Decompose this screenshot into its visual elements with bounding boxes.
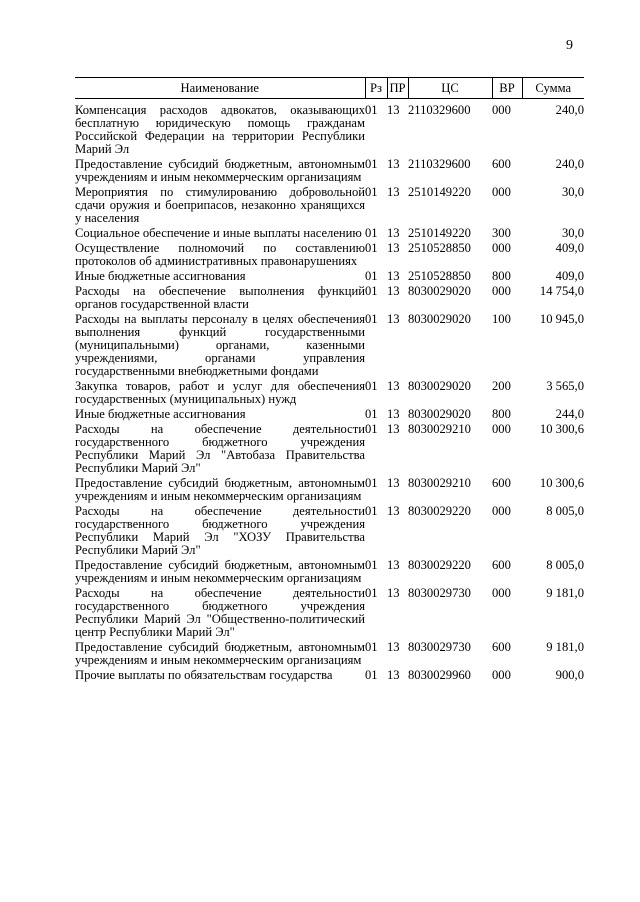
row-cs: 2510528850 <box>408 269 471 283</box>
row-sum: 9 181,0 <box>546 640 584 654</box>
row-vr: 100 <box>492 312 511 326</box>
row-name: Предоставление субсидий бюджетным, автономным учреждениям и иным некоммерческим организациям <box>75 558 365 585</box>
row-name: Социальное обеспечение и иные выплаты населению <box>75 226 362 240</box>
header-vr: ВР <box>492 78 522 99</box>
header-sum: Сумма <box>522 78 584 99</box>
row-cs: 2510528850 <box>408 241 471 255</box>
header-name: Наименование <box>75 78 365 99</box>
row-sum: 240,0 <box>555 103 584 117</box>
row-sum: 14 754,0 <box>539 284 584 298</box>
row-vr: 600 <box>492 157 511 171</box>
row-vr: 600 <box>492 558 511 572</box>
header-pr: ПР <box>387 78 408 99</box>
row-sum: 409,0 <box>555 241 584 255</box>
row-sum: 8 005,0 <box>546 504 584 518</box>
row-name: Предоставление субсидий бюджетным, автономным учреждениям и иным некоммерческим организациям <box>75 640 365 667</box>
row-vr: 600 <box>492 640 511 654</box>
row-name: Прочие выплаты по обязательствам государства <box>75 668 333 682</box>
row-cs: 8030029220 <box>408 558 471 572</box>
row-pr: 13 <box>387 157 400 171</box>
row-pr: 13 <box>387 586 400 600</box>
table-row <box>75 378 584 406</box>
row-rz: 01 <box>365 157 378 171</box>
row-pr: 13 <box>387 284 400 298</box>
row-cs: 8030029960 <box>408 668 471 682</box>
row-pr: 13 <box>387 226 400 240</box>
row-cs: 8030029020 <box>408 284 471 298</box>
row-name: Иные бюджетные ассигнования <box>75 269 246 283</box>
row-vr: 000 <box>492 185 511 199</box>
row-rz: 01 <box>365 558 378 572</box>
row-name: Иные бюджетные ассигнования <box>75 407 246 421</box>
budget-table <box>75 77 584 682</box>
row-sum: 30,0 <box>561 226 584 240</box>
row-rz: 01 <box>365 586 378 600</box>
row-pr: 13 <box>387 379 400 393</box>
row-name: Предоставление субсидий бюджетным, автономным учреждениям и иным некоммерческим организациям <box>75 157 365 184</box>
row-pr: 13 <box>387 476 400 490</box>
row-vr: 800 <box>492 269 511 283</box>
table-row <box>75 421 584 475</box>
row-name: Расходы на выплаты персоналу в целях обеспечения выполнения функций государственными (муниципальными) органами, казенными учреждениями, органами управления государственными внебюджетными фондами <box>75 312 365 378</box>
row-cs: 2510149220 <box>408 226 471 240</box>
row-cs: 8030029220 <box>408 504 471 518</box>
table-row <box>75 406 584 421</box>
row-sum: 10 300,6 <box>539 422 584 436</box>
row-rz: 01 <box>365 269 378 283</box>
table-row <box>75 557 584 585</box>
table-header <box>75 78 584 99</box>
row-pr: 13 <box>387 312 400 326</box>
row-sum: 8 005,0 <box>546 558 584 572</box>
row-name: Компенсация расходов адвокатов, оказывающих бесплатную юридическую помощь гражданам Российской Федерации на территории Республики Марий Эл <box>75 103 365 156</box>
row-rz: 01 <box>365 668 378 682</box>
header-rz: Рз <box>365 78 387 99</box>
row-name: Расходы на обеспечение деятельности государственного бюджетного учреждения Республики Марий Эл "Автобаза Правительства Республики Марий Эл" <box>75 422 365 475</box>
row-vr: 000 <box>492 668 511 682</box>
row-name: Закупка товаров, работ и услуг для обеспечения государственных (муниципальных) нужд <box>75 379 365 406</box>
row-name: Предоставление субсидий бюджетным, автономным учреждениям и иным некоммерческим организациям <box>75 476 365 503</box>
row-vr: 000 <box>492 103 511 117</box>
row-name: Мероприятия по стимулированию добровольной сдачи оружия и боеприпасов, незаконно хранящихся у населения <box>75 185 365 225</box>
row-rz: 01 <box>365 504 378 518</box>
row-pr: 13 <box>387 422 400 436</box>
table-body <box>75 99 584 683</box>
table-row <box>75 475 584 503</box>
row-cs: 8030029020 <box>408 312 471 326</box>
row-cs: 8030029730 <box>408 640 471 654</box>
row-vr: 300 <box>492 226 511 240</box>
row-cs: 8030029210 <box>408 476 471 490</box>
row-rz: 01 <box>365 422 378 436</box>
row-rz: 01 <box>365 226 378 240</box>
row-cs: 2510149220 <box>408 185 471 199</box>
header-row <box>75 78 584 99</box>
table-row <box>75 311 584 378</box>
row-name: Расходы на обеспечение выполнения функций органов государственной власти <box>75 284 365 311</box>
table-row <box>75 268 584 283</box>
row-sum: 244,0 <box>555 407 584 421</box>
row-cs: 8030029730 <box>408 586 471 600</box>
row-sum: 10 300,6 <box>539 476 584 490</box>
table-row <box>75 240 584 268</box>
table-row <box>75 667 584 682</box>
row-rz: 01 <box>365 312 378 326</box>
row-rz: 01 <box>365 407 378 421</box>
row-rz: 01 <box>365 379 378 393</box>
row-pr: 13 <box>387 668 400 682</box>
table-row <box>75 99 584 157</box>
row-sum: 30,0 <box>561 185 584 199</box>
row-cs: 8030029020 <box>408 379 471 393</box>
row-pr: 13 <box>387 103 400 117</box>
row-rz: 01 <box>365 640 378 654</box>
page-number: 9 <box>566 38 573 53</box>
row-rz: 01 <box>365 284 378 298</box>
row-cs: 2110329600 <box>408 157 471 171</box>
row-vr: 800 <box>492 407 511 421</box>
row-sum: 9 181,0 <box>546 586 584 600</box>
row-rz: 01 <box>365 185 378 199</box>
row-pr: 13 <box>387 558 400 572</box>
row-vr: 000 <box>492 284 511 298</box>
table-row <box>75 503 584 557</box>
row-vr: 200 <box>492 379 511 393</box>
row-rz: 01 <box>365 476 378 490</box>
row-pr: 13 <box>387 241 400 255</box>
row-pr: 13 <box>387 640 400 654</box>
row-rz: 01 <box>365 241 378 255</box>
table-row <box>75 283 584 311</box>
row-pr: 13 <box>387 407 400 421</box>
row-sum: 409,0 <box>555 269 584 283</box>
table-row <box>75 156 584 184</box>
row-name: Расходы на обеспечение деятельности государственного бюджетного учреждения Республики Марий Эл "Общественно-политический центр Республики Марий Эл" <box>75 586 365 639</box>
row-vr: 000 <box>492 586 511 600</box>
row-pr: 13 <box>387 269 400 283</box>
row-vr: 000 <box>492 422 511 436</box>
table-row <box>75 585 584 639</box>
table-row <box>75 225 584 240</box>
table-row <box>75 639 584 667</box>
header-cs: ЦС <box>408 78 492 99</box>
table-row <box>75 184 584 225</box>
row-cs: 2110329600 <box>408 103 471 117</box>
row-pr: 13 <box>387 504 400 518</box>
row-cs: 8030029020 <box>408 407 471 421</box>
row-pr: 13 <box>387 185 400 199</box>
row-cs: 8030029210 <box>408 422 471 436</box>
row-sum: 3 565,0 <box>546 379 584 393</box>
row-name: Расходы на обеспечение деятельности государственного бюджетного учреждения Республики Марий Эл "ХОЗУ Правительства Республики Марий Эл" <box>75 504 365 557</box>
row-vr: 600 <box>492 476 511 490</box>
row-vr: 000 <box>492 504 511 518</box>
row-name: Осуществление полномочий по составлению протоколов об административных правонарушениях <box>75 241 365 268</box>
row-rz: 01 <box>365 103 378 117</box>
row-sum: 900,0 <box>555 668 584 682</box>
row-vr: 000 <box>492 241 511 255</box>
row-sum: 240,0 <box>555 157 584 171</box>
row-sum: 10 945,0 <box>539 312 584 326</box>
